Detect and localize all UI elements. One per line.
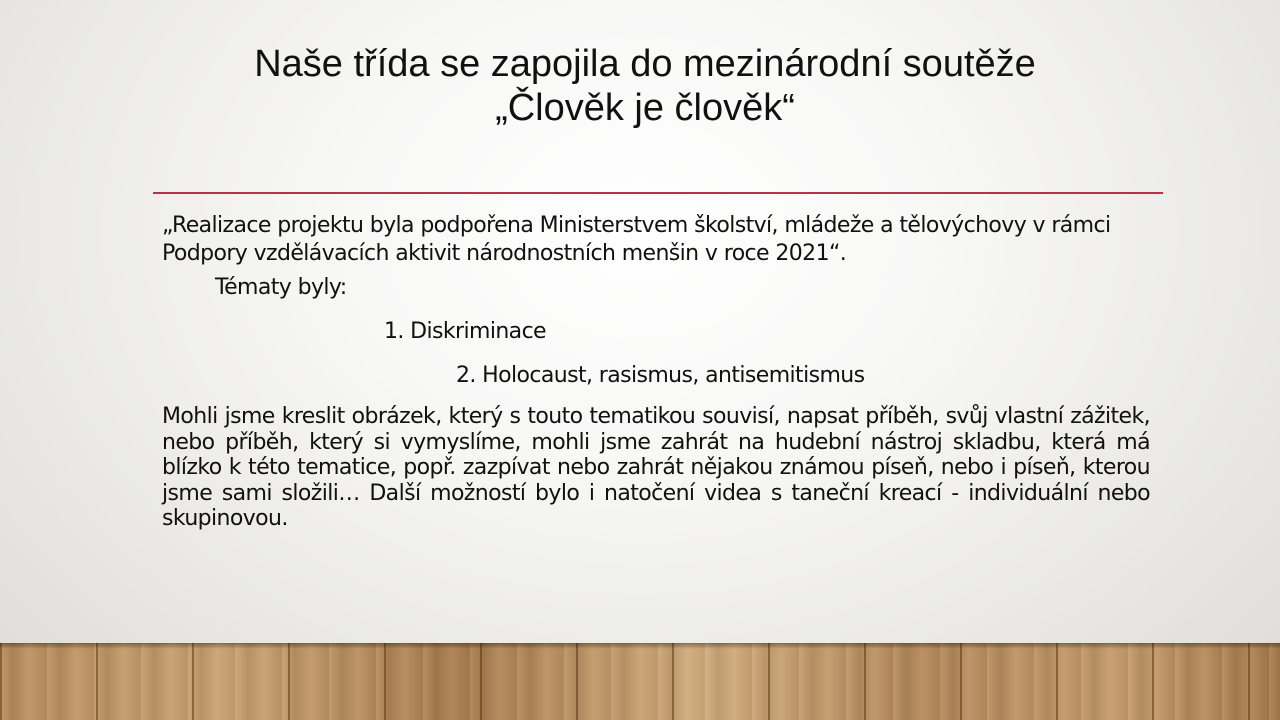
title-divider [153,192,1163,194]
description-paragraph: Mohli jsme kreslit obrázek, který s touto tematikou souvisí, napsat příběh, svůj vlastní zážitek, nebo příběh, který si vymyslíme, mohli jsme zahrát na hudební nástroj skladbu, která má blízko k této tematice, popř. zazpívat nebo zahrát nějakou známou píseň, nebo i píseň, kterou jsme sami složili… Další možností bylo i natočení videa s taneční kreací - individuální nebo skupinovou. [162,404,1150,532]
topics-label: Tématy byly: [215,275,347,300]
slide-body [162,212,1150,532]
topic-item-1: 1. Diskriminace [384,319,546,344]
title-line-2: „Člověk je člověk“ [495,87,795,129]
topic-item-2: 2. Holocaust, rasismus, antisemitismus [456,363,865,388]
intro-paragraph: „Realizace projektu byla podpořena Ministerstvem školství, mládeže a tělovýchovy v rámci Podpory vzdělávacích aktivit národnostních menšin v roce 2021“. [162,213,1111,266]
wooden-floor-decoration [0,643,1280,720]
slide-title [140,42,1150,130]
title-line-1: Naše třída se zapojila do mezinárodní soutěže [254,43,1036,85]
